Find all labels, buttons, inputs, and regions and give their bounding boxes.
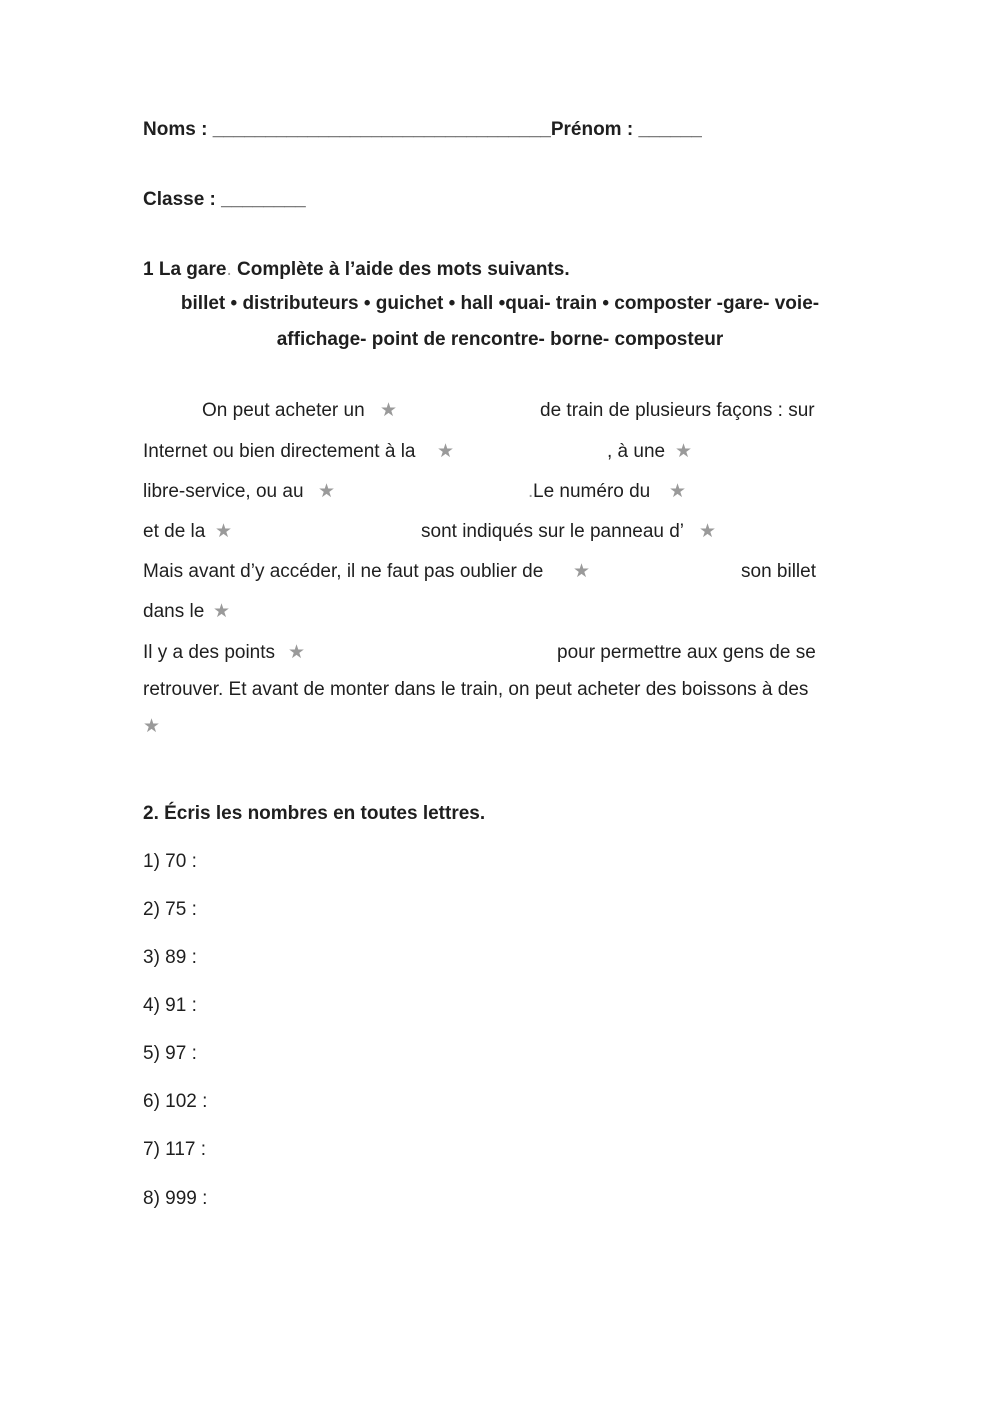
number-item-4: 4) 91 : [143, 995, 197, 1016]
text-5b: son billet [741, 561, 816, 582]
text-5a: Mais avant d’y accéder, il ne faut pas oublier de [143, 561, 544, 582]
blank-composter-star[interactable]: ★ [573, 561, 591, 582]
text-6a: dans le [143, 601, 205, 622]
classe-line [143, 188, 306, 212]
number-item-3: 3) 89 : [143, 947, 197, 968]
text-4a: et de la [143, 521, 206, 542]
text-3-dot: . [528, 481, 534, 502]
exercise2-title: 2. Écris les nombres en toutes lettres. [143, 803, 486, 824]
text-3b: Le numéro du [533, 481, 651, 502]
classe-label: Classe : [143, 189, 222, 210]
number-item-2: 2) 75 : [143, 899, 197, 920]
blank-voie-star[interactable]: ★ [215, 521, 233, 542]
number-item-5: 5) 97 : [143, 1043, 197, 1064]
number-item-6: 6) 102 : [143, 1091, 208, 1112]
noms-blank[interactable]: ________________________________ [212, 119, 551, 140]
blank-gare-star[interactable]: ★ [437, 441, 455, 462]
exercise1-instruction: Complète à l’aide des mots suivants. [231, 259, 570, 280]
text-2a: Internet ou bien directement à la [143, 441, 416, 462]
number-item-8: 8) 999 : [143, 1188, 208, 1209]
noms-label: Noms : [143, 119, 213, 140]
prenom-label: Prénom : [550, 119, 639, 140]
text-8a: retrouver. Et avant de monter dans le train, on peut acheter des boissons à des [143, 679, 809, 700]
number-item-7: 7) 117 : [143, 1139, 207, 1160]
number-item-1: 1) 70 : [143, 851, 197, 872]
blank-guichet-star[interactable]: ★ [318, 481, 336, 502]
word-bank-line-1: billet • distributeurs • guichet • hall •quai- train • composter -gare- voie- [180, 293, 820, 314]
classe-blank[interactable]: ________ [221, 189, 306, 210]
exercise1-number: 1 La gare [143, 259, 227, 280]
blank-borne-star[interactable]: ★ [675, 441, 693, 462]
blank-rencontre-star[interactable]: ★ [288, 642, 306, 663]
blank-train-star[interactable]: ★ [669, 481, 687, 502]
text-7b: pour permettre aux gens de se [557, 642, 816, 663]
text-1a: On peut acheter un [202, 400, 365, 421]
text-3a: libre-service, ou au [143, 481, 304, 502]
prenom-blank[interactable]: ______ [638, 119, 702, 140]
name-line [143, 118, 702, 142]
blank-composteur-star[interactable]: ★ [213, 601, 231, 622]
text-2b: , à une [607, 441, 666, 462]
heading-dot: . [226, 259, 232, 280]
blank-affichage-star[interactable]: ★ [699, 521, 717, 542]
text-4b: sont indiqués sur le panneau d’ [421, 521, 685, 542]
exercise1-heading [143, 258, 570, 282]
text-1b: de train de plusieurs façons : sur [540, 400, 815, 421]
text-7a: Il y a des points [143, 642, 276, 663]
blank-distributeurs-star[interactable]: ★ [143, 716, 161, 737]
word-bank-line-2: affichage- point de rencontre- borne- composteur [276, 329, 724, 350]
blank-billet-star[interactable]: ★ [380, 400, 398, 421]
